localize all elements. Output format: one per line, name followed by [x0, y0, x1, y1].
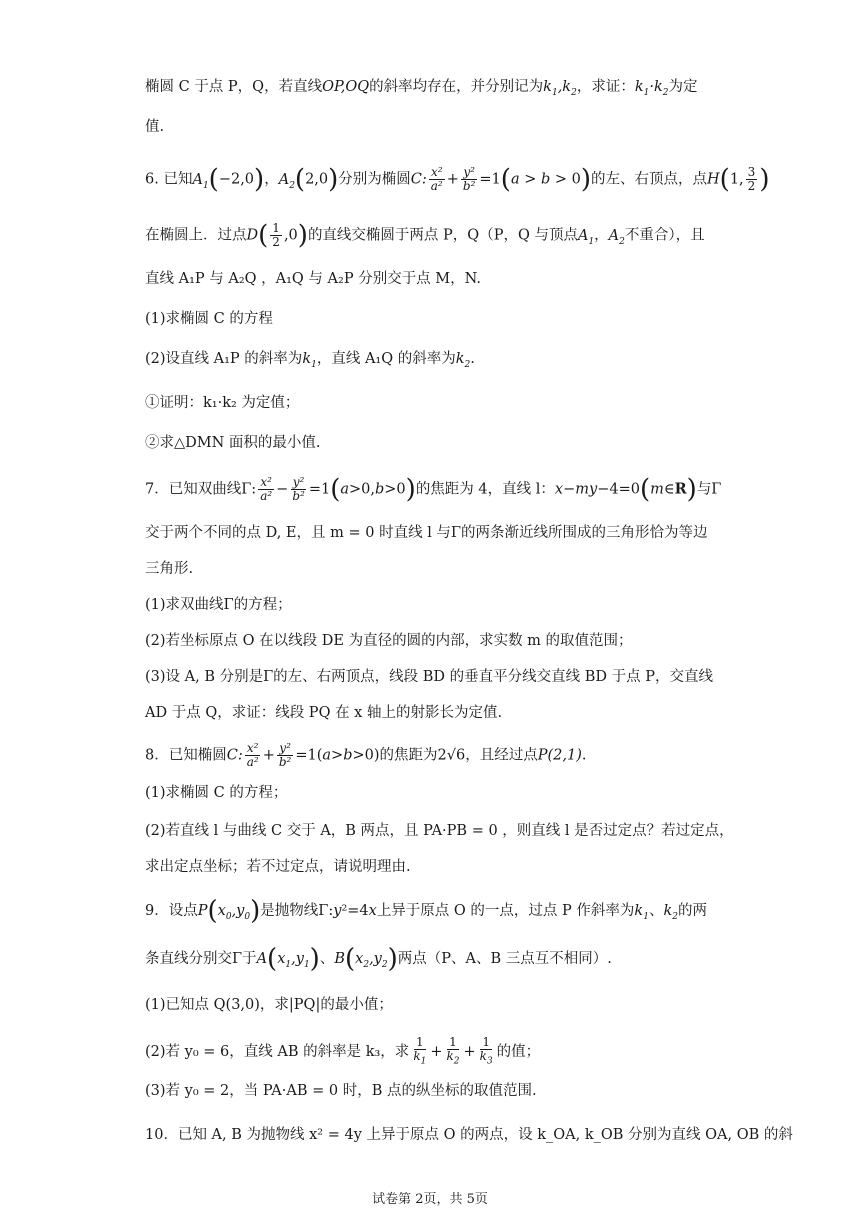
- p9-q2: (2)若 y₀ = 6，直线 AB 的斜率是 k₃，求 $\frac{1}{k_1}$ + $\frac{1}{k_2}$ + $\frac{1}{k_3}$ 的值；: [145, 1035, 541, 1067]
- p7-q1: (1)求双曲线Γ的方程；: [145, 597, 292, 613]
- p8-q2-b: 求出定点坐标；若不过定点，请说明理由.: [145, 859, 411, 875]
- p7-q2: (2)若坐标原点 O 在以线段 DE 为直径的圆的内部，求实数 m 的取值范围；: [145, 633, 633, 649]
- p6-q2: (2)设直线 A₁P 的斜率为$k_1$，直线 A₁Q 的斜率为$k_2$.: [145, 351, 475, 370]
- p5-line-1: 椭圆 C 于点 P，Q，若直线OP,OQ的斜率均存在，并分别记为$k_1,k_2$，求证：$k_1\cdot k_2$为定: [145, 79, 698, 98]
- p6-line-2: 在椭圆上．过点D( $\frac{1}{2}$ ,0)的直线交椭圆于两点 P，Q（P，Q 与顶点$A_1$，$A_2$不重合），且: [145, 220, 705, 251]
- p6-q2-ii: ②求△DMN 面积的最小值.: [145, 435, 321, 451]
- p5-line-2: 值.: [145, 119, 165, 135]
- p6-q2-i: ①证明：k₁·k₂ 为定值；: [145, 395, 300, 411]
- p9-line-2: 条直线分别交Γ于$A(x_1,y_1)$、$B(x_2,y_2)$两点（P、A、B 三点互不相同）.: [145, 944, 612, 974]
- p7-q3-a: (3)设 A, B 分别是Γ的左、右两顶点，线段 BD 的垂直平分线交直线 BD 于点 P，交直线: [145, 669, 714, 685]
- p9-q3: (3)若 y₀ = 2，当 PA·AB = 0 时，B 点的纵坐标的取值范围.: [145, 1083, 537, 1099]
- p8-q1: (1)求椭圆 C 的方程；: [145, 785, 288, 801]
- p7-q3-b: AD 于点 Q，求证：线段 PQ 在 x 轴上的射影长为定值.: [145, 705, 503, 721]
- p9-q1: (1)已知点 Q(3,0)，求|PQ|的最小值；: [145, 997, 393, 1013]
- p9-line-1: 9．设点$P(x_0,y_0)$是抛物线Γ:y²=4x上异于原点 O 的一点，过点 P 作斜率为$k_1$、$k_2$的两: [145, 896, 707, 926]
- p8-q2-a: (2)若直线 l 与曲线 C 交于 A，B 两点，且 PA·PB = 0 ，则直线 l 是否过定点？若过定点，: [145, 823, 734, 839]
- p6-q1: (1)求椭圆 C 的方程: [145, 311, 273, 327]
- p6-line-1: 6. 已知$A_1(-2,0)$，$A_2(2,0)$分别为椭圆C: $\frac{\text{x²}}{\text{a²}}$ + $\frac{\text{y²}}{\text{b²}}$ =1(a > b > 0)的左、右顶点，点H(1, $\frac{3}{2}$ ): [145, 164, 770, 195]
- page-footer: 试卷第 2页，共 5页: [372, 1192, 488, 1207]
- p10-line-1: 10．已知 A, B 为抛物线 x² = 4y 上异于原点 O 的两点，设 k_OA, k_OB 分别为直线 OA, OB 的斜: [145, 1127, 793, 1143]
- p7-line-1: 7．已知双曲线Γ: $\frac{\text{x²}}{\text{a²}}$ − $\frac{\text{y²}}{\text{b²}}$ =1(a>0,b>0)的焦距为 4，直线 l：x−my−4=0(m∈R)与Γ: [145, 474, 722, 505]
- p8-line-1: 8．已知椭圆C: $\frac{\text{x²}}{\text{a²}}$ + $\frac{\text{y²}}{\text{b²}}$ =1(a>b>0)的焦距为2√6，且经过点P(2,1).: [145, 741, 587, 769]
- p7-line-3: 三角形.: [145, 561, 194, 577]
- p6-line-3: 直线 A₁P 与 A₂Q ，A₁Q 与 A₂P 分别交于点 M，N.: [145, 271, 482, 287]
- p7-line-2: 交于两个不同的点 D, E，且 m = 0 时直线 l 与Γ的两条渐近线所围成的三角形恰为等边: [145, 525, 708, 541]
